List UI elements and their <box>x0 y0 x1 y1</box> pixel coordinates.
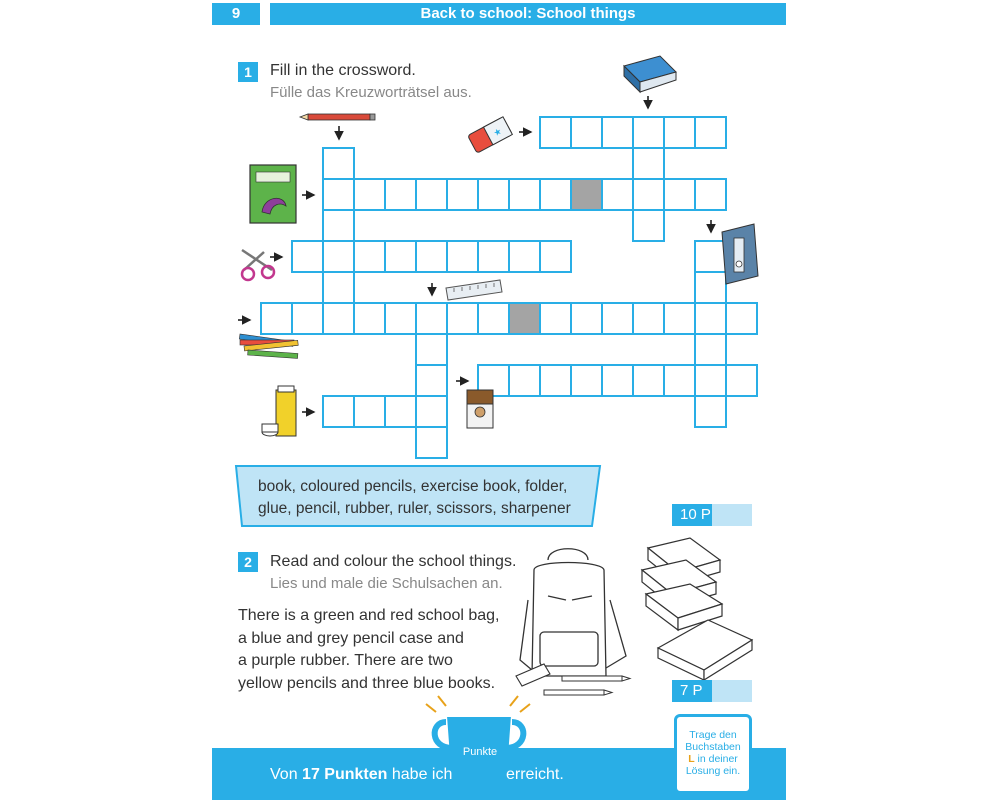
crossword-cell[interactable] <box>695 334 726 365</box>
folder-icon <box>722 224 758 284</box>
exercise-2-paragraph <box>238 605 528 695</box>
crossword-shaded-cell <box>509 303 540 334</box>
page-title: Back to school: School things <box>270 3 786 25</box>
crossword-cell[interactable] <box>323 241 354 272</box>
blue-book-icon <box>624 56 676 92</box>
crossword-cell[interactable] <box>540 117 571 148</box>
crossword-cell[interactable] <box>292 303 323 334</box>
crossword-cell[interactable] <box>695 241 726 272</box>
footer-text-middle: habe ich <box>391 766 453 783</box>
hint-line-4: Lösung ein. <box>685 765 741 777</box>
footer-text-after: erreicht. <box>506 766 564 783</box>
crossword-cell[interactable] <box>633 117 664 148</box>
ruler-icon <box>446 280 502 300</box>
crossword-cell[interactable] <box>323 303 354 334</box>
word-bank <box>236 466 600 526</box>
crossword-cell[interactable] <box>633 210 664 241</box>
crossword-cell[interactable] <box>447 303 478 334</box>
crossword-cell[interactable] <box>664 179 695 210</box>
crossword-cell[interactable] <box>664 303 695 334</box>
crossword-cell[interactable] <box>633 179 664 210</box>
crossword-cell[interactable] <box>540 303 571 334</box>
crossword-cell[interactable] <box>447 179 478 210</box>
crossword-cell[interactable] <box>354 303 385 334</box>
footer-points-total: 17 <box>302 766 320 783</box>
crossword-cell[interactable] <box>602 303 633 334</box>
crossword-cell[interactable] <box>509 241 540 272</box>
footer-points-word: Punkten <box>324 766 388 783</box>
crossword-cell[interactable] <box>261 303 292 334</box>
crossword-cell[interactable] <box>416 179 447 210</box>
exercise-book-icon <box>250 165 296 223</box>
hint-line-3-text: in deiner <box>697 753 738 765</box>
word-bank-line-2: glue, pencil, rubber, ruler, scissors, sharpener <box>258 500 571 517</box>
crossword-cell[interactable] <box>416 241 447 272</box>
crossword-cell[interactable] <box>354 396 385 427</box>
crossword-cell[interactable] <box>571 117 602 148</box>
crossword-cell[interactable] <box>323 396 354 427</box>
crossword-cell[interactable] <box>385 179 416 210</box>
crossword-cell[interactable] <box>416 427 447 458</box>
exercise-2-points: 7 P <box>672 680 712 702</box>
crossword-shaded-cell <box>571 179 602 210</box>
crossword-cell[interactable] <box>416 334 447 365</box>
crossword-cell[interactable] <box>323 148 354 179</box>
two-pencils-icon <box>544 676 630 695</box>
crossword-cell[interactable] <box>478 179 509 210</box>
crossword-cell[interactable] <box>695 303 726 334</box>
hint-letter: L <box>688 753 695 765</box>
exercise-1-instruction-de: Fülle das Kreuzworträtsel aus. <box>270 84 472 101</box>
crossword-cell[interactable] <box>292 241 323 272</box>
crossword-cell[interactable] <box>633 365 664 396</box>
paragraph-line: There is a green and red school bag, <box>238 607 500 624</box>
hint-line-1: Trage den <box>689 729 737 741</box>
sharpener-icon <box>467 390 493 428</box>
crossword-cell[interactable] <box>509 179 540 210</box>
crossword-cell[interactable] <box>416 365 447 396</box>
footer-text <box>270 766 452 784</box>
scissors-icon <box>242 250 274 280</box>
crossword-cell[interactable] <box>323 179 354 210</box>
crossword-cell[interactable] <box>354 241 385 272</box>
coloured-pencils-icon <box>239 334 298 358</box>
pencil-case-icon <box>658 620 752 680</box>
crossword-cell[interactable] <box>664 365 695 396</box>
crossword-cell[interactable] <box>354 179 385 210</box>
hint-line-2: Buchstaben <box>685 741 741 753</box>
trophy-label: Punkte <box>462 746 498 758</box>
crossword-cell[interactable] <box>633 148 664 179</box>
exercise-2-instruction: Read and colour the school things. <box>270 553 517 570</box>
page-number: 9 <box>212 3 260 25</box>
hint-line-3 <box>677 753 749 765</box>
exercise-2-points-field[interactable] <box>712 680 752 702</box>
crossword-cell[interactable] <box>695 365 726 396</box>
crossword-cell[interactable] <box>602 117 633 148</box>
exercise-1-points-field[interactable] <box>712 504 752 526</box>
crossword-cell[interactable] <box>695 272 726 303</box>
footer-text-before: Von <box>270 766 298 783</box>
rubber-icon <box>468 117 513 153</box>
crossword-cell[interactable] <box>695 396 726 427</box>
svg-text:★: ★ <box>491 125 504 139</box>
crossword-grid <box>261 117 757 458</box>
paragraph-line: a blue and grey pencil case and <box>238 629 464 647</box>
hint-box <box>674 714 752 794</box>
crossword-cell[interactable] <box>540 179 571 210</box>
crossword-cell[interactable] <box>509 365 540 396</box>
crossword-cell[interactable] <box>602 179 633 210</box>
crossword-cell[interactable] <box>664 117 695 148</box>
crossword-cell[interactable] <box>385 303 416 334</box>
crossword-cell[interactable] <box>323 272 354 303</box>
books-icon <box>642 538 722 630</box>
word-bank-line-1: book, coloured pencils, exercise book, folder, <box>258 478 568 495</box>
crossword-cell[interactable] <box>478 303 509 334</box>
crossword-cell[interactable] <box>540 241 571 272</box>
crossword-cell[interactable] <box>385 396 416 427</box>
school-bag-icon <box>520 549 626 676</box>
exercise-2-instruction-de: Lies und male die Schulsachen an. <box>270 575 503 592</box>
pencil-icon <box>300 114 375 120</box>
exercise-1-number: 1 <box>238 62 258 82</box>
crossword-cell[interactable] <box>695 179 726 210</box>
crossword-cell[interactable] <box>447 241 478 272</box>
crossword-cell[interactable] <box>416 303 447 334</box>
glue-icon <box>262 386 296 436</box>
crossword-cell[interactable] <box>416 396 447 427</box>
crossword-cell[interactable] <box>695 117 726 148</box>
exercise-1-points: 10 P <box>672 504 712 526</box>
crossword-cell[interactable] <box>323 210 354 241</box>
crossword-cell[interactable] <box>602 365 633 396</box>
crossword-cell[interactable] <box>571 303 602 334</box>
crossword-cell[interactable] <box>540 365 571 396</box>
crossword-cell[interactable] <box>478 241 509 272</box>
crossword-cell[interactable] <box>726 303 757 334</box>
crossword-cell[interactable] <box>385 241 416 272</box>
paragraph-line: a purple rubber. There are two <box>238 652 453 669</box>
crossword-cell[interactable] <box>571 365 602 396</box>
crossword-cell[interactable] <box>633 303 664 334</box>
crossword-cell[interactable] <box>726 365 757 396</box>
exercise-1-instruction: Fill in the crossword. <box>270 62 416 79</box>
exercise-2-number: 2 <box>238 552 258 572</box>
paragraph-line: yellow pencils and three blue books. <box>238 674 496 692</box>
